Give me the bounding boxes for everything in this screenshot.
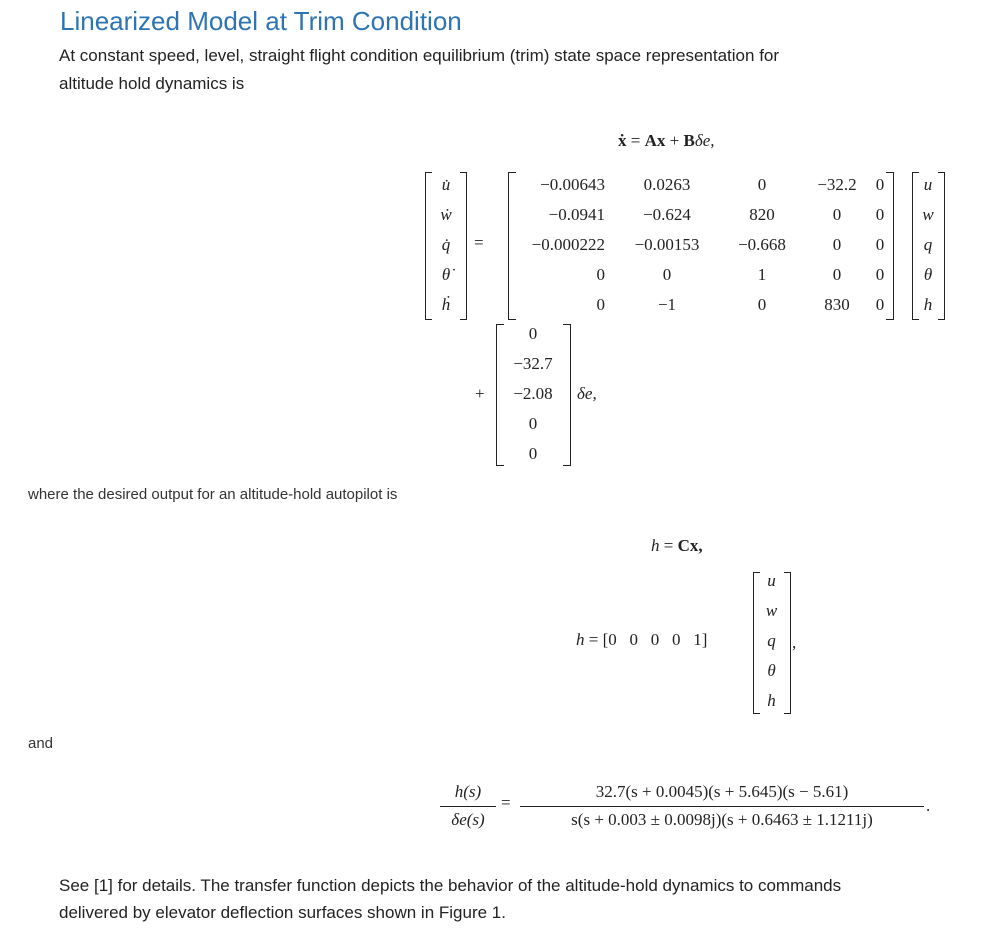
deriv-w: ẇ xyxy=(440,205,452,224)
a-42: 0 xyxy=(662,265,672,284)
b-bracket-right xyxy=(563,324,571,466)
a-12: 0.0263 xyxy=(643,175,691,194)
output-state-bracket-right xyxy=(784,572,791,714)
c-1: 0 xyxy=(608,630,617,649)
c-row-close: ] xyxy=(701,630,708,649)
out-state-u: u xyxy=(767,571,776,590)
out-state-h: h xyxy=(767,691,776,710)
b-4: 0 xyxy=(528,414,538,433)
deriv-theta: θ̇ xyxy=(441,265,451,284)
tf-period: . xyxy=(926,796,931,815)
deriv-h: ḣ xyxy=(441,295,451,314)
out-state-q: q xyxy=(767,631,776,650)
a-25: 0 xyxy=(875,205,885,224)
x-symbol: x xyxy=(656,131,666,150)
closing-line-1: See [1] for details. The transfer function depicts the behavior of the altitude-hold dynamics to commands xyxy=(59,876,842,895)
c-symbol: C xyxy=(677,536,690,555)
a-matrix-col-3 xyxy=(724,170,800,320)
state-equation xyxy=(618,131,715,151)
a-31: −0.000222 xyxy=(531,235,605,254)
state-bracket-right xyxy=(938,172,945,320)
tf-rhs-fraction-bar xyxy=(520,806,924,807)
state-vector xyxy=(918,170,938,320)
matrix-equals-sign: = xyxy=(474,233,484,252)
deriv-u: u̇ xyxy=(441,175,451,194)
b-input-label: δe, xyxy=(577,384,597,403)
a-14: −32.2 xyxy=(817,175,857,194)
output-state-vector xyxy=(759,566,784,716)
b-3: −2.08 xyxy=(513,384,553,403)
a-43: 1 xyxy=(757,265,767,284)
tf-lhs-numerator: h(s) xyxy=(454,782,482,801)
out-state-w: w xyxy=(765,601,778,620)
a-45: 0 xyxy=(875,265,885,284)
output-equation xyxy=(651,536,703,556)
a-54: 830 xyxy=(824,295,850,314)
a-44: 0 xyxy=(832,265,842,284)
a-matrix-col-4 xyxy=(808,170,866,320)
a-symbol: A xyxy=(644,131,657,150)
b-plus-sign: + xyxy=(475,384,485,403)
equals-sign: = xyxy=(630,131,641,150)
tf-lhs-fraction-bar xyxy=(440,806,496,807)
delta-e-symbol: δe, xyxy=(694,131,715,150)
a-34: 0 xyxy=(832,235,842,254)
deriv-bracket-right xyxy=(460,172,467,320)
a-35: 0 xyxy=(875,235,885,254)
c-3: 0 xyxy=(650,630,660,649)
deriv-q: q̇ xyxy=(441,235,451,254)
c-2: 0 xyxy=(629,630,639,649)
x-symbol: x, xyxy=(689,536,703,555)
equals-sign: = xyxy=(663,536,674,555)
c-row-lhs: h xyxy=(576,630,585,649)
deriv-bracket-left xyxy=(425,172,432,320)
a-matrix-col-1 xyxy=(515,170,605,320)
state-q: q xyxy=(923,235,933,254)
a-15: 0 xyxy=(875,175,885,194)
a-53: 0 xyxy=(757,295,767,314)
state-u: u xyxy=(923,175,933,194)
state-theta: θ xyxy=(923,265,933,284)
h-symbol: h xyxy=(651,536,660,555)
tf-lhs-denominator: δe(s) xyxy=(451,810,485,829)
c-row-equals: = xyxy=(588,630,599,649)
a-41: 0 xyxy=(596,265,605,284)
out-state-theta: θ xyxy=(767,661,776,680)
a-24: 0 xyxy=(832,205,842,224)
a-52: −1 xyxy=(657,295,677,314)
b-5: 0 xyxy=(528,444,538,463)
a-23: 820 xyxy=(749,205,775,224)
intro-line-1: At constant speed, level, straight flight condition equilibrium (trim) state space representation for xyxy=(59,46,780,65)
tf-rhs-denominator: s(s + 0.003 ± 0.0098j)(s + 0.6463 ± 1.1211j) xyxy=(571,810,873,829)
b-vector xyxy=(503,319,563,469)
page-title: Linearized Model at Trim Condition xyxy=(60,6,462,36)
xdot-symbol: ẋ xyxy=(618,131,627,150)
a-51: 0 xyxy=(596,295,605,314)
tf-rhs-numerator: 32.7(s + 0.0045)(s + 5.645)(s − 5.61) xyxy=(595,782,849,801)
plus-sign: + xyxy=(669,131,680,150)
c-4: 0 xyxy=(672,630,681,649)
a-13: 0 xyxy=(757,175,767,194)
a-11: −0.00643 xyxy=(540,175,605,194)
state-derivative-vector xyxy=(432,170,460,320)
a-55: 0 xyxy=(875,295,885,314)
c-5: 1 xyxy=(693,630,702,649)
b-2: −32.7 xyxy=(513,354,553,373)
b-1: 0 xyxy=(528,324,538,343)
a-22: −0.624 xyxy=(643,205,691,224)
a-21: −0.0941 xyxy=(548,205,605,224)
b-symbol: B xyxy=(683,131,695,150)
tf-equals: = xyxy=(501,793,511,812)
closing-line-2: delivered by elevator deflection surfaces shown in Figure 1. xyxy=(59,903,506,922)
a-matrix-col-5 xyxy=(873,170,887,320)
a-33: −0.668 xyxy=(738,235,786,254)
a-matrix-col-2 xyxy=(619,170,715,320)
state-h: h xyxy=(923,295,933,314)
a-matrix-bracket-right xyxy=(886,172,894,320)
c-row-open: [ xyxy=(602,630,609,649)
state-w: w xyxy=(922,205,934,224)
a-32: −0.00153 xyxy=(634,235,700,254)
c-row-equation xyxy=(576,630,707,650)
c-row-comma: , xyxy=(792,633,797,652)
output-description: where the desired output for an altitude-hold autopilot is xyxy=(28,486,398,503)
and-text: and xyxy=(28,735,54,752)
intro-line-2: altitude hold dynamics is xyxy=(59,74,245,93)
